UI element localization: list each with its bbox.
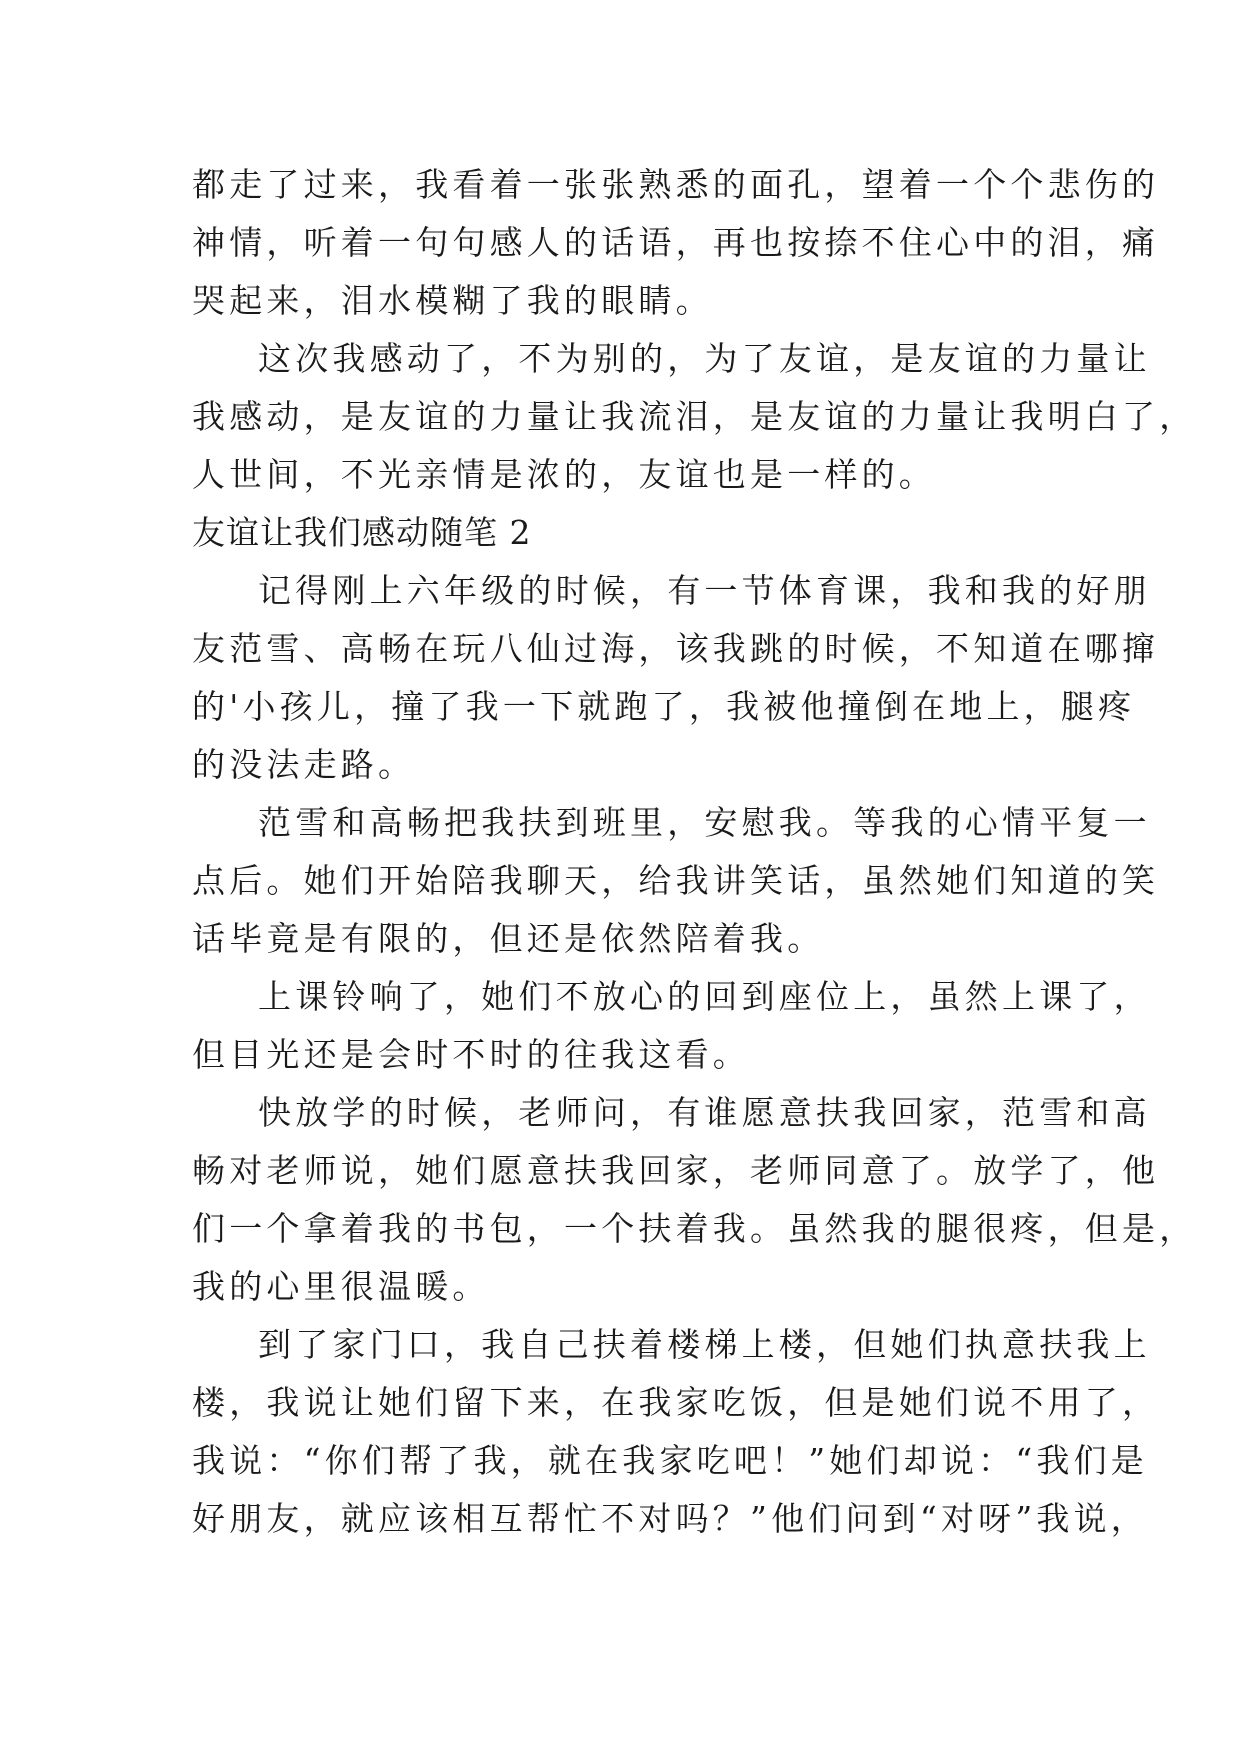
text-line: 我感动，是友谊的力量让我流泪，是友谊的力量让我明白了， — [192, 397, 1197, 436]
text-line: 我说：“你们帮了我，就在我家吃吧！”她们却说：“我们是 — [192, 1441, 1149, 1480]
text-line: 都走了过来，我看着一张张熟悉的面孔，望着一个个悲伤的 — [192, 165, 1160, 204]
text-line: 神情，听着一句句感人的话语，再也按捺不住心中的泪，痛 — [192, 223, 1160, 262]
paragraph-first-line: 这次我感动了，不为别的，为了友谊，是友谊的力量让 — [258, 339, 1151, 378]
text-line: 但目光还是会时不时的往我这看。 — [192, 1035, 750, 1074]
paragraph-first-line: 记得刚上六年级的时候，有一节体育课，我和我的好朋 — [258, 571, 1151, 610]
text-line: 的'小孩儿，撞了我一下就跑了，我被他撞倒在地上，腿疼 — [192, 687, 1136, 726]
text-line: 我的心里很温暖。 — [192, 1267, 490, 1306]
text-line: 畅对老师说，她们愿意扶我回家，老师同意了。放学了，他 — [192, 1151, 1160, 1190]
section-heading: 友谊让我们感动随笔 2 — [192, 513, 532, 552]
text-line: 人世间，不光亲情是浓的，友谊也是一样的。 — [192, 455, 936, 494]
text-line: 楼，我说让她们留下来，在我家吃饭，但是她们说不用了， — [192, 1383, 1160, 1422]
text-line: 好朋友，就应该相互帮忙不对吗？”他们问到“对呀”我说， — [192, 1499, 1149, 1538]
paragraph-first-line: 范雪和高畅把我扶到班里，安慰我。等我的心情平复一 — [258, 803, 1151, 842]
text-line: 友范雪、高畅在玩八仙过海，该我跳的时候，不知道在哪撺 — [192, 629, 1160, 668]
paragraph-first-line: 上课铃响了，她们不放心的回到座位上，虽然上课了， — [258, 977, 1151, 1016]
text-line: 话毕竟是有限的，但还是依然陪着我。 — [192, 919, 825, 958]
paragraph-first-line: 快放学的时候，老师问，有谁愿意扶我回家，范雪和高 — [258, 1093, 1151, 1132]
text-line: 的没法走路。 — [192, 745, 416, 784]
text-line: 点后。她们开始陪我聊天，给我讲笑话，虽然她们知道的笑 — [192, 861, 1160, 900]
text-line: 哭起来，泪水模糊了我的眼睛。 — [192, 281, 713, 320]
paragraph-first-line: 到了家门口，我自己扶着楼梯上楼，但她们执意扶我上 — [258, 1325, 1151, 1364]
text-line: 们一个拿着我的书包，一个扶着我。虽然我的腿很疼，但是， — [192, 1209, 1197, 1248]
